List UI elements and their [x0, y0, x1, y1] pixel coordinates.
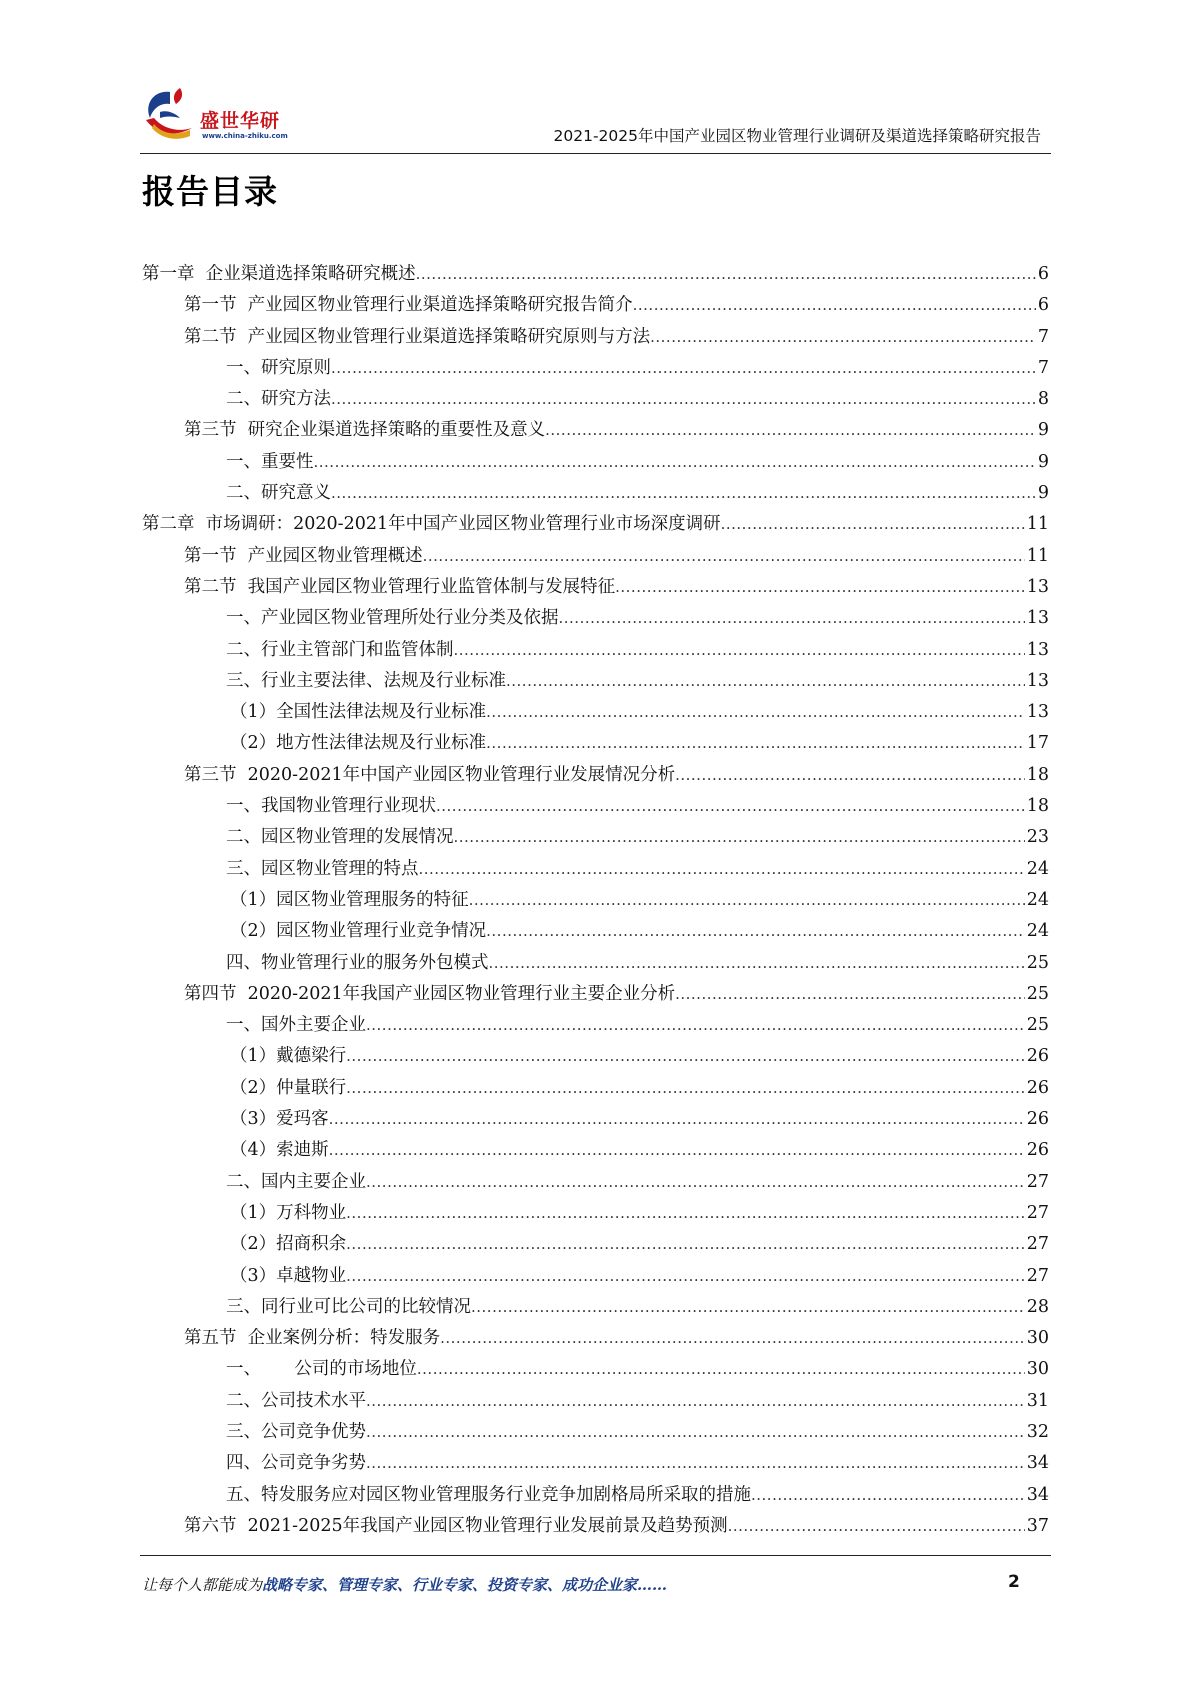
- footer-slogan-prefix: 让每个人都能成为: [142, 1576, 263, 1594]
- toc-dot-leader: [454, 827, 1025, 847]
- toc-entry-page: 9: [1037, 420, 1049, 441]
- toc-dot-leader: [416, 264, 1036, 284]
- footer-slogan-highlight: 战略专家、管理专家、行业专家、投资专家、成功企业家……: [262, 1576, 668, 1594]
- toc-entry-page: 13: [1026, 670, 1049, 691]
- toc-entry-title: 一、 公司的市场地位: [226, 1359, 417, 1380]
- toc-entry[interactable]: [142, 1418, 1049, 1449]
- toc-entry[interactable]: [142, 792, 1049, 823]
- toc-entry-title: 第一章 企业渠道选择策略研究概述: [142, 264, 416, 284]
- toc-dot-leader: [436, 796, 1025, 816]
- toc-entry-title: 第二节 我国产业园区物业管理行业监管体制与发展特征: [184, 576, 616, 597]
- toc-dot-leader: [346, 1234, 1025, 1254]
- logo-url: www.china-zhiku.com: [202, 132, 288, 140]
- toc-entry-page: 30: [1026, 1328, 1049, 1349]
- toc-entry[interactable]: [142, 1355, 1049, 1386]
- toc-entry-title: 一、国外主要企业: [226, 1015, 366, 1036]
- toc-entry[interactable]: [142, 886, 1049, 917]
- toc-entry[interactable]: [142, 823, 1049, 854]
- toc-entry-title: 一、我国物业管理行业现状: [226, 796, 436, 817]
- toc-entry[interactable]: [142, 698, 1049, 729]
- toc-entry[interactable]: [142, 636, 1049, 667]
- toc-entry-page: 13: [1026, 608, 1049, 629]
- toc-dot-leader: [346, 1046, 1025, 1066]
- toc-entry[interactable]: [142, 1481, 1049, 1512]
- toc-entry-page: 27: [1026, 1202, 1049, 1223]
- toc-entry-title: 四、公司竞争劣势: [226, 1453, 366, 1474]
- toc-entry-page: 24: [1026, 921, 1049, 942]
- toc-dot-leader: [329, 1140, 1025, 1160]
- toc-entry[interactable]: [142, 542, 1049, 573]
- toc-entry-page: 27: [1026, 1171, 1049, 1192]
- header-divider: [140, 153, 1051, 154]
- toc-dot-leader: [559, 608, 1025, 628]
- toc-entry[interactable]: [142, 1293, 1049, 1324]
- toc-entry[interactable]: [142, 479, 1049, 510]
- toc-entry[interactable]: [142, 1449, 1049, 1480]
- toc-entry[interactable]: [142, 604, 1049, 635]
- toc-entry-title: 二、研究方法: [226, 389, 331, 410]
- company-logo: [140, 82, 315, 146]
- toc-entry[interactable]: [142, 1262, 1049, 1293]
- toc-entry-title: 第一节 产业园区物业管理概述: [184, 545, 423, 566]
- toc-dot-leader: [331, 389, 1036, 409]
- toc-dot-leader: [675, 984, 1025, 1004]
- toc-entry-title: 第二节 产业园区物业管理行业渠道选择策略研究原则与方法: [184, 326, 651, 347]
- toc-dot-leader: [633, 295, 1036, 315]
- toc-entry[interactable]: [142, 1512, 1049, 1543]
- toc-entry-title: （3）爱玛客: [230, 1109, 329, 1130]
- toc-entry-title: （1）戴德梁行: [230, 1046, 347, 1067]
- toc-entry-page: 31: [1026, 1390, 1049, 1411]
- toc-entry-title: （1）万科物业: [230, 1202, 347, 1223]
- toc-dot-leader: [366, 1453, 1025, 1473]
- toc-entry-page: 32: [1026, 1421, 1049, 1442]
- page-title: 报告目录: [142, 172, 278, 211]
- toc-entry-page: 27: [1026, 1265, 1049, 1286]
- toc-entry[interactable]: [142, 1199, 1049, 1230]
- toc-entry-page: 25: [1026, 983, 1049, 1004]
- toc-entry[interactable]: [142, 761, 1049, 792]
- toc-entry-title: 一、研究原则: [226, 357, 331, 378]
- toc-entry-page: 7: [1037, 357, 1049, 378]
- toc-entry-page: 13: [1026, 702, 1049, 723]
- toc-entry-title: 第二章 市场调研：2020-2021年中国产业园区物业管理行业市场深度调研: [142, 514, 721, 535]
- toc-entry[interactable]: [142, 1387, 1049, 1418]
- toc-entry[interactable]: [142, 510, 1049, 541]
- toc-entry-title: 五、特发服务应对园区物业管理服务行业竞争加剧格局所采取的措施: [226, 1484, 751, 1505]
- toc-entry-page: 24: [1026, 889, 1049, 910]
- toc-entry-title: 第五节 企业案例分析：特发服务: [184, 1328, 441, 1349]
- toc-entry-title: （2）地方性法律法规及行业标准: [230, 733, 487, 754]
- toc-entry-title: 二、园区物业管理的发展情况: [226, 827, 454, 848]
- toc-entry-page: 34: [1026, 1484, 1049, 1505]
- toc-entry-title: 一、产业园区物业管理所处行业分类及依据: [226, 608, 559, 629]
- toc-entry[interactable]: [142, 323, 1049, 354]
- toc-entry[interactable]: [142, 385, 1049, 416]
- toc-dot-leader: [486, 702, 1025, 722]
- toc-entry-page: 18: [1026, 796, 1049, 817]
- toc-entry-page: 34: [1026, 1453, 1049, 1474]
- toc-entry-title: 二、国内主要企业: [226, 1171, 366, 1192]
- toc-entry-page: 13: [1026, 576, 1049, 597]
- toc-entry-page: 26: [1026, 1046, 1049, 1067]
- toc-entry-title: 四、物业管理行业的服务外包模式: [226, 952, 489, 973]
- toc-entry-page: 23: [1026, 827, 1049, 848]
- toc-entry-title: （3）卓越物业: [230, 1265, 347, 1286]
- toc-entry[interactable]: [142, 1011, 1049, 1042]
- toc-entry-title: 第一节 产业园区物业管理行业渠道选择策略研究报告简介: [184, 295, 633, 316]
- toc-entry[interactable]: [142, 1105, 1049, 1136]
- toc-dot-leader: [440, 1328, 1025, 1348]
- toc-entry-title: （4）索迪斯: [230, 1140, 329, 1161]
- toc-entry-page: 6: [1037, 264, 1049, 284]
- toc-entry-page: 28: [1026, 1296, 1049, 1317]
- toc-entry[interactable]: [142, 729, 1049, 760]
- toc-entry-title: 第三节 2020-2021年中国产业园区物业管理行业发展情况分析: [184, 764, 676, 785]
- toc-entry[interactable]: [142, 1074, 1049, 1105]
- toc-dot-leader: [650, 327, 1036, 347]
- toc-entry[interactable]: [142, 917, 1049, 948]
- toc-entry[interactable]: [142, 667, 1049, 698]
- toc-entry[interactable]: [142, 1324, 1049, 1355]
- toc-entry-title: 第三节 研究企业渠道选择策略的重要性及意义: [184, 420, 546, 441]
- footer-slogan: [142, 1574, 667, 1595]
- toc-entry-title: 二、行业主管部门和监管体制: [226, 639, 454, 660]
- toc-entry-title: 三、园区物业管理的特点: [226, 858, 419, 879]
- toc-dot-leader: [331, 358, 1036, 378]
- toc-dot-leader: [417, 1359, 1025, 1379]
- page-number: 2: [1008, 1572, 1020, 1592]
- toc-entry-page: 6: [1037, 295, 1049, 316]
- toc-entry-page: 11: [1026, 545, 1049, 566]
- toc-entry-page: 26: [1026, 1077, 1049, 1098]
- toc-dot-leader: [346, 1203, 1025, 1223]
- toc-dot-leader: [486, 921, 1025, 941]
- toc-entry[interactable]: [142, 416, 1049, 447]
- toc-entry-page: 30: [1026, 1359, 1049, 1380]
- logo-emblem-icon: [140, 82, 202, 146]
- toc-entry-title: （1）园区物业管理服务的特征: [230, 889, 469, 910]
- toc-dot-leader: [486, 733, 1025, 753]
- toc-entry[interactable]: [142, 1168, 1049, 1199]
- toc-entry[interactable]: [142, 949, 1049, 980]
- toc-entry-page: 13: [1026, 639, 1049, 660]
- toc-dot-leader: [454, 640, 1025, 660]
- toc-entry-page: 25: [1026, 952, 1049, 973]
- toc-dot-leader: [471, 1297, 1025, 1317]
- toc-entry-page: 8: [1037, 389, 1049, 410]
- toc-entry-page: 24: [1026, 858, 1049, 879]
- toc-entry[interactable]: [142, 573, 1049, 604]
- toc-entry-page: 7: [1037, 326, 1049, 347]
- toc-entry[interactable]: [142, 855, 1049, 886]
- toc-entry[interactable]: [142, 291, 1049, 322]
- toc-entry-title: （1）全国性法律法规及行业标准: [230, 702, 487, 723]
- report-title: 2021-2025年中国产业园区物业管理行业调研及渠道选择策略研究报告: [553, 127, 1041, 145]
- toc-dot-leader: [329, 1109, 1025, 1129]
- toc-entry-title: 第六节 2021-2025年我国产业园区物业管理行业发展前景及趋势预测: [184, 1515, 728, 1536]
- toc-entry[interactable]: [142, 1230, 1049, 1261]
- toc-dot-leader: [366, 1422, 1025, 1442]
- toc-entry-title: （2）招商积余: [230, 1234, 347, 1255]
- toc-dot-leader: [545, 420, 1036, 440]
- toc-dot-leader: [346, 1266, 1025, 1286]
- toc-entry-page: 11: [1026, 514, 1049, 535]
- toc-entry-title: 二、公司技术水平: [226, 1390, 366, 1411]
- toc-entry[interactable]: [142, 1042, 1049, 1073]
- toc-dot-leader: [469, 890, 1025, 910]
- toc-dot-leader: [314, 452, 1036, 472]
- table-of-contents: [142, 260, 1049, 1543]
- toc-entry-page: 25: [1026, 1015, 1049, 1036]
- toc-entry-page: 9: [1037, 483, 1049, 504]
- toc-dot-leader: [506, 671, 1025, 691]
- toc-dot-leader: [615, 577, 1025, 597]
- toc-dot-leader: [751, 1485, 1025, 1505]
- toc-entry[interactable]: [142, 980, 1049, 1011]
- toc-entry[interactable]: [142, 1136, 1049, 1167]
- toc-dot-leader: [366, 1015, 1025, 1035]
- toc-entry-page: 27: [1026, 1234, 1049, 1255]
- toc-dot-leader: [366, 1172, 1025, 1192]
- toc-dot-leader: [728, 1516, 1025, 1536]
- toc-entry-title: 三、行业主要法律、法规及行业标准: [226, 670, 506, 691]
- toc-dot-leader: [423, 546, 1025, 566]
- toc-entry[interactable]: [142, 354, 1049, 385]
- toc-dot-leader: [366, 1391, 1025, 1411]
- toc-entry-title: （2）仲量联行: [230, 1077, 347, 1098]
- toc-entry[interactable]: [142, 260, 1049, 291]
- toc-dot-leader: [346, 1078, 1025, 1098]
- toc-entry-title: 一、重要性: [226, 451, 314, 472]
- logo-name: 盛世华研: [200, 110, 281, 132]
- toc-entry-title: 三、公司竞争优势: [226, 1421, 366, 1442]
- toc-dot-leader: [331, 483, 1036, 503]
- toc-entry-page: 9: [1037, 451, 1049, 472]
- toc-entry-title: 三、同行业可比公司的比较情况: [226, 1296, 471, 1317]
- toc-dot-leader: [419, 859, 1025, 879]
- toc-dot-leader: [675, 765, 1025, 785]
- toc-dot-leader: [489, 953, 1025, 973]
- toc-entry-page: 17: [1026, 733, 1049, 754]
- toc-entry-page: 18: [1026, 764, 1049, 785]
- toc-entry-title: （2）园区物业管理行业竞争情况: [230, 921, 487, 942]
- toc-entry-page: 26: [1026, 1140, 1049, 1161]
- toc-dot-leader: [721, 514, 1025, 534]
- toc-entry-page: 37: [1026, 1515, 1049, 1536]
- toc-entry-title: 第四节 2020-2021年我国产业园区物业管理行业主要企业分析: [184, 983, 676, 1004]
- toc-entry-page: 26: [1026, 1109, 1049, 1130]
- toc-entry[interactable]: [142, 448, 1049, 479]
- toc-entry-title: 二、研究意义: [226, 483, 331, 504]
- footer-divider: [140, 1555, 1051, 1556]
